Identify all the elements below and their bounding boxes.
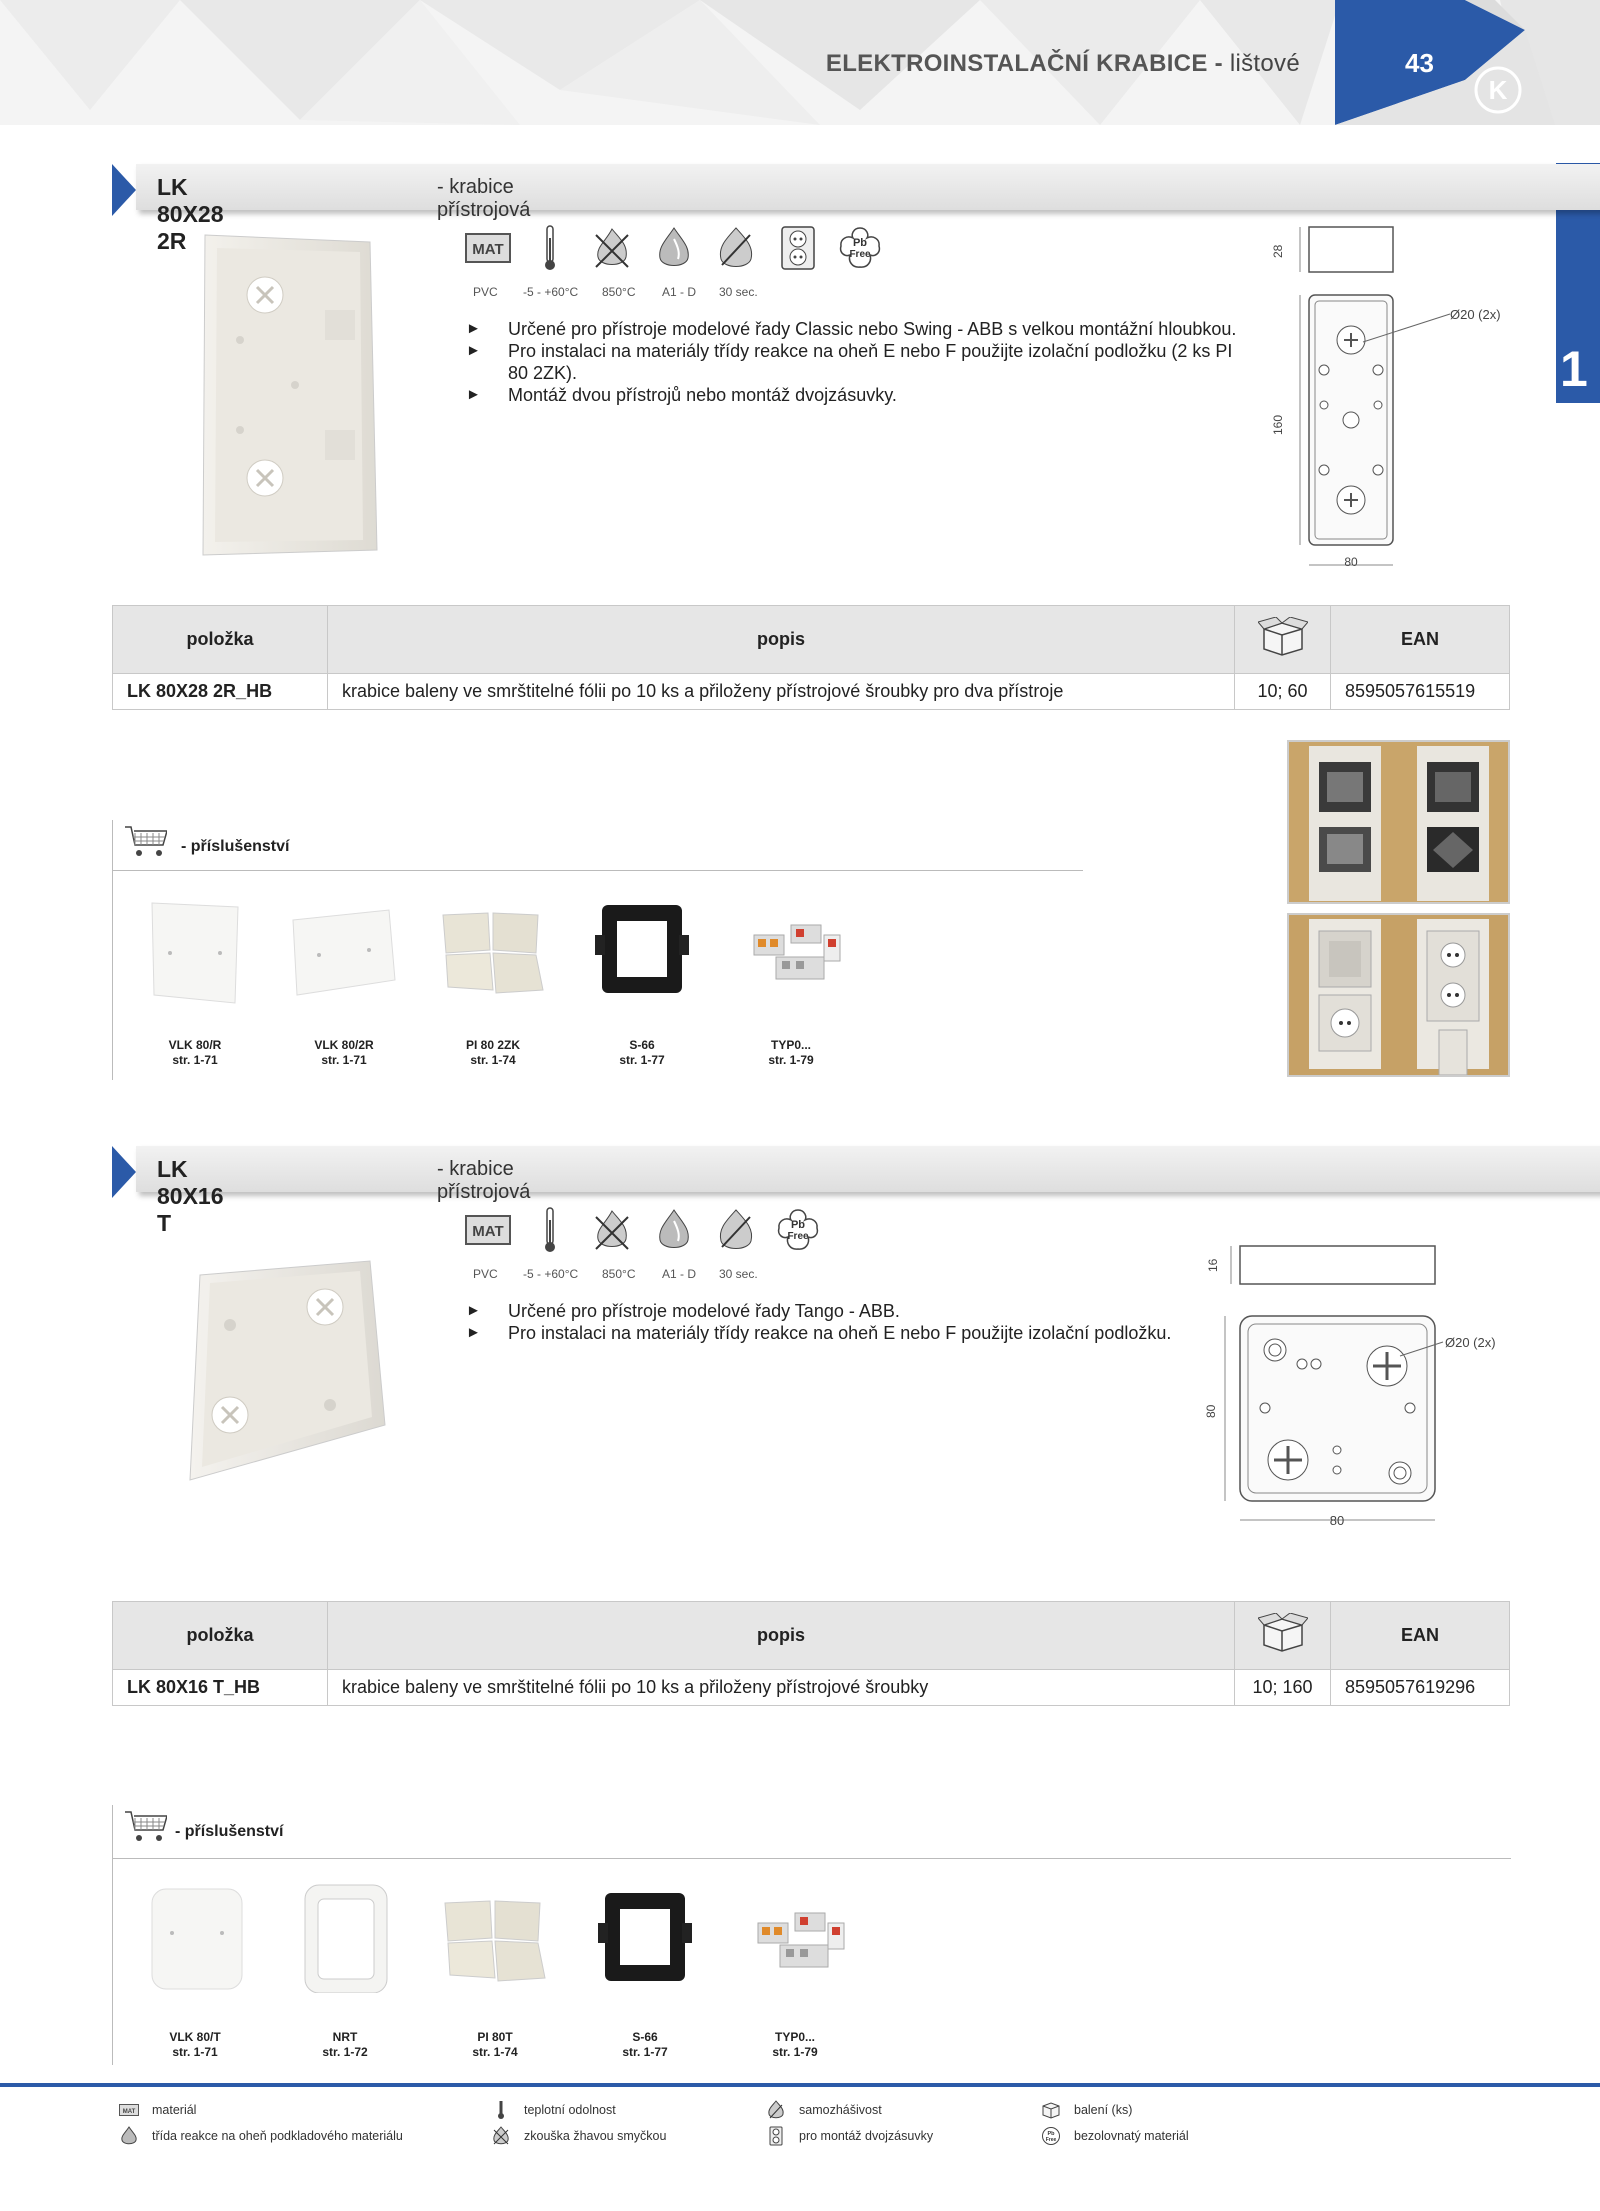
accessory-image bbox=[140, 1883, 250, 1993]
legend-item: teplotní odolnost bbox=[490, 2100, 616, 2120]
pb-free-icon bbox=[836, 224, 884, 272]
technical-drawing bbox=[1260, 220, 1530, 585]
accessory-image bbox=[289, 895, 399, 1005]
spec-time: 30 sec. bbox=[719, 285, 758, 299]
legend-item: pro montáž dvojzásuvky bbox=[765, 2126, 933, 2146]
accessory-item[interactable]: TYP0... str. 1-79 bbox=[731, 895, 851, 1068]
package-icon bbox=[1258, 1613, 1308, 1653]
feature-item: ► Montáž dvou přístrojů nebo montáž dvojzásuvky. bbox=[466, 384, 1246, 406]
item-ean: 8595057619296 bbox=[1331, 1670, 1510, 1706]
accessory-item[interactable]: VLK 80/T str. 1-71 bbox=[135, 1883, 255, 2060]
cart-icon bbox=[123, 1808, 167, 1849]
page-number-badge bbox=[1335, 0, 1555, 125]
mat-icon bbox=[118, 2100, 140, 2120]
accessory-image bbox=[587, 895, 697, 1005]
item-code: LK 80X16 T_HB bbox=[113, 1670, 328, 1706]
table-row bbox=[113, 1670, 1510, 1706]
page-number: 43 bbox=[1405, 48, 1434, 78]
double-socket-icon bbox=[774, 224, 822, 272]
legend-item: zkouška žhavou smyčkou bbox=[490, 2126, 666, 2146]
feature-list bbox=[466, 318, 1246, 406]
svg-text:Pb: Pb bbox=[852, 237, 868, 249]
feature-item: ► Určené pro přístroje modelové řady Classic nebo Swing - ABB s velkou montážní hloubkou. bbox=[466, 318, 1246, 340]
column-header-package bbox=[1235, 1602, 1331, 1670]
page-title: ELEKTROINSTALAČNÍ KRABICE - lištové bbox=[825, 50, 1300, 77]
table-row bbox=[113, 674, 1510, 710]
accessory-item[interactable]: S-66 str. 1-77 bbox=[582, 895, 702, 1068]
legend-item: balení (ks) bbox=[1040, 2100, 1132, 2120]
thermometer-icon bbox=[526, 1206, 574, 1254]
footer-divider bbox=[0, 2083, 1600, 2087]
flame-icon bbox=[712, 1206, 760, 1254]
product-code: LK 80X16 T bbox=[157, 1156, 224, 1236]
accessory-image bbox=[290, 1883, 400, 1993]
accessory-image bbox=[736, 895, 846, 1005]
glow-wire-icon bbox=[588, 1206, 636, 1254]
spec-values bbox=[473, 285, 769, 299]
package-icon bbox=[1040, 2100, 1062, 2120]
accessory-item[interactable]: VLK 80/2R str. 1-71 bbox=[284, 895, 404, 1068]
legend-item: MAT materiál bbox=[118, 2100, 196, 2120]
svg-text:28: 28 bbox=[1271, 244, 1285, 258]
product-type: - krabice přístrojová bbox=[437, 1158, 531, 1203]
item-description: krabice baleny ve smrštitelné fólii po 10 ks a přiloženy přístrojové šroubky bbox=[328, 1670, 1235, 1706]
accessory-image bbox=[740, 1883, 850, 1993]
column-header-item: položka bbox=[113, 606, 328, 674]
svg-text:160: 160 bbox=[1271, 414, 1285, 435]
item-ean: 8595057615519 bbox=[1331, 674, 1510, 710]
svg-text:Pb: Pb bbox=[1047, 2131, 1055, 2137]
thermometer-icon bbox=[490, 2100, 512, 2120]
chapter-number: 1 bbox=[1560, 341, 1588, 397]
legend-item: třída reakce na oheň podkladového materiálu bbox=[118, 2126, 403, 2146]
product-code: LK 80X28 2R bbox=[157, 174, 224, 254]
mat-icon bbox=[464, 1206, 512, 1254]
svg-text:Free: Free bbox=[1045, 2137, 1057, 2143]
drop-icon bbox=[118, 2126, 140, 2146]
accessory-item[interactable]: S-66 str. 1-77 bbox=[585, 1883, 705, 2060]
pb-free-icon bbox=[1040, 2126, 1062, 2146]
accessory-image bbox=[590, 1883, 700, 1993]
svg-text:80: 80 bbox=[1204, 1404, 1218, 1418]
item-package: 10; 60 bbox=[1235, 674, 1331, 710]
svg-text:Ø20 (2x): Ø20 (2x) bbox=[1445, 1335, 1496, 1350]
pb-free-icon bbox=[774, 1206, 822, 1254]
accessory-image bbox=[140, 895, 250, 1005]
accessories-list bbox=[135, 895, 851, 1068]
column-header-ean: EAN bbox=[1331, 606, 1510, 674]
spec-temperature: -5 - +60°C bbox=[523, 1267, 579, 1281]
column-header-ean: EAN bbox=[1331, 1602, 1510, 1670]
glow-wire-icon bbox=[588, 224, 636, 272]
item-code: LK 80X28 2R_HB bbox=[113, 674, 328, 710]
spec-temperature: -5 - +60°C bbox=[523, 285, 579, 299]
installation-photo bbox=[1287, 913, 1510, 1077]
product-type: - krabice přístrojová bbox=[437, 176, 531, 221]
svg-text:Free: Free bbox=[787, 1231, 809, 1242]
installation-photo bbox=[1287, 740, 1510, 904]
item-description: krabice baleny ve smrštitelné fólii po 10 ks a přiloženy přístrojové šroubky pro dva přístroje bbox=[328, 674, 1235, 710]
spec-time: 30 sec. bbox=[719, 1267, 758, 1281]
product-table bbox=[112, 605, 1510, 710]
column-header-item: položka bbox=[113, 1602, 328, 1670]
feature-item: ► Pro instalaci na materiály třídy reakce na oheň E nebo F použijte izolační podložku (2 ks PI 80 2ZK). bbox=[466, 340, 1246, 384]
svg-text:Ø20 (2x): Ø20 (2x) bbox=[1450, 307, 1501, 322]
column-header-package bbox=[1235, 606, 1331, 674]
spec-material: PVC bbox=[473, 1267, 498, 1281]
accessories-list bbox=[135, 1883, 855, 2060]
svg-text:MAT: MAT bbox=[122, 2109, 136, 2115]
accessory-item[interactable]: PI 80T str. 1-74 bbox=[435, 1883, 555, 2060]
feature-item: ► Určené pro přístroje modelové řady Tango - ABB. bbox=[466, 1300, 1226, 1322]
feature-item: ► Pro instalaci na materiály třídy reakce na oheň E nebo F použijte izolační podložku. bbox=[466, 1322, 1226, 1344]
product-photo bbox=[195, 230, 385, 565]
accessory-image bbox=[440, 1883, 550, 1993]
svg-text:16: 16 bbox=[1206, 1258, 1220, 1272]
spec-glow-wire: 850°C bbox=[602, 1267, 636, 1281]
svg-text:MAT: MAT bbox=[472, 1223, 504, 1240]
legend-item: samozhášivost bbox=[765, 2100, 882, 2120]
thermometer-icon bbox=[526, 224, 574, 272]
spec-glow-wire: 850°C bbox=[602, 285, 636, 299]
accessory-item[interactable]: PI 80 2ZK str. 1-74 bbox=[433, 895, 553, 1068]
spec-icons bbox=[464, 1206, 822, 1254]
spec-fire-class: A1 - D bbox=[662, 285, 697, 299]
mat-icon bbox=[464, 224, 512, 272]
product-table bbox=[112, 1601, 1510, 1706]
svg-text:80: 80 bbox=[1344, 555, 1358, 569]
accessory-item[interactable]: VLK 80/R str. 1-71 bbox=[135, 895, 255, 1068]
flame-icon bbox=[712, 224, 760, 272]
drop-icon bbox=[650, 224, 698, 272]
svg-text:80: 80 bbox=[1329, 1513, 1345, 1528]
accessories-title: - příslušenství bbox=[181, 838, 290, 855]
feature-list bbox=[466, 1300, 1226, 1344]
package-icon bbox=[1258, 617, 1308, 657]
flame-icon bbox=[765, 2100, 787, 2120]
cart-icon bbox=[123, 823, 167, 864]
product-photo bbox=[180, 1255, 400, 1490]
item-package: 10; 160 bbox=[1235, 1670, 1331, 1706]
svg-text:MAT: MAT bbox=[472, 241, 504, 258]
svg-text:K: K bbox=[1488, 75, 1508, 105]
column-header-description: popis bbox=[328, 606, 1235, 674]
column-header-description: popis bbox=[328, 1602, 1235, 1670]
accessory-image bbox=[438, 895, 548, 1005]
drop-icon bbox=[650, 1206, 698, 1254]
svg-text:Pb: Pb bbox=[790, 1219, 806, 1231]
double-socket-icon bbox=[765, 2126, 787, 2146]
spec-values bbox=[473, 1267, 769, 1281]
spec-material: PVC bbox=[473, 285, 498, 299]
glow-wire-icon bbox=[490, 2126, 512, 2146]
spec-fire-class: A1 - D bbox=[662, 1267, 697, 1281]
technical-drawing bbox=[1195, 1238, 1535, 1543]
legend-item: Pb Free bezolovnatý materiál bbox=[1040, 2126, 1189, 2146]
accessory-item[interactable]: TYP0... str. 1-79 bbox=[735, 1883, 855, 2060]
accessories-title: - příslušenství bbox=[175, 1823, 284, 1840]
svg-text:Free: Free bbox=[849, 249, 871, 260]
spec-icons bbox=[464, 224, 884, 272]
accessory-item[interactable]: NRT str. 1-72 bbox=[285, 1883, 405, 2060]
